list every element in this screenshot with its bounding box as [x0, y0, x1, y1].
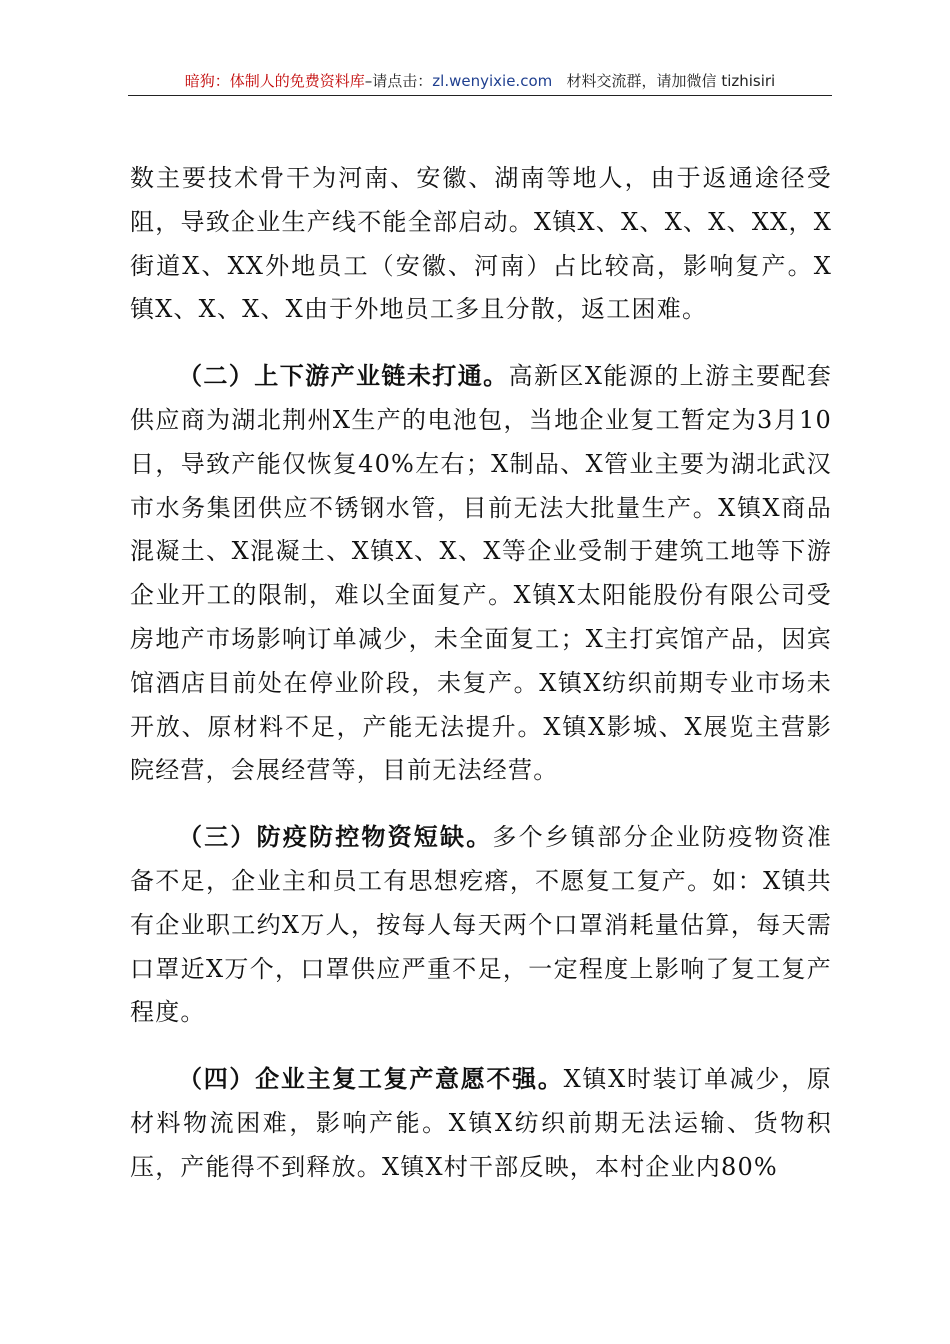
header-brand: 暗狗：体制人的免费资料库 [184, 72, 365, 90]
paragraph-1 [130, 157, 832, 332]
paragraph-1-body: 数主要技术骨干为河南、安徽、湖南等地人，由于返通途径受阻，导致企业生产线不能全部启动。X镇X、X、X、X、XX，X街道X、XX外地员工（安徽、河南）占比较高，影响复产。X镇X、X、X、X由于外地员工多且分散，返工困难。 [130, 164, 832, 324]
paragraph-2 [130, 354, 832, 793]
page-header [128, 66, 832, 96]
header-group-text: 材料交流群，请加微信 tizhisiri [566, 72, 776, 90]
paragraph-3-body: 多个乡镇部分企业防疫物资准备不足，企业主和员工有思想疙瘩，不愿复工复产。如：X镇共有企业职工约X万人，按每人每天两个口罩消耗量估算，每天需口罩近X万个，口罩供应严重不足，一定程度上影响了复工复产程度。 [130, 823, 832, 1027]
header-url-link[interactable]: zl.wenyixie.com [432, 72, 553, 90]
header-prompt: –请点击： [364, 72, 433, 90]
paragraph-4-body: X镇X时装订单减少，原材料物流困难，影响产能。X镇X纺织前期无法运输、货物积压，产能得不到释放。X镇X村干部反映，本村企业内80% [130, 1065, 832, 1181]
paragraph-2-heading: （二）上下游产业链未打通。 [178, 361, 509, 391]
paragraph-2-body: 高新区X能源的上游主要配套供应商为湖北荆州X生产的电池包，当地企业复工暂定为3月10日，导致产能仅恢复40%左右；X制品、X管业主要为湖北武汉市水务集团供应不锈钢水管，目前无法大批量生产。X镇X商品混凝土、X混凝土、X镇X、X、X等企业受制于建筑工地等下游企业开工的限制，难以全面复产。X镇X太阳能股份有限公司受房地产市场影响订单减少，未全面复工；X主打宾馆产品，因宾馆酒店目前处在停业阶段，未复产。X镇X纺织前期专业市场未开放、原材料不足，产能无法提升。X镇X影城、X展览主营影院经营，会展经营等，目前无法经营。 [130, 362, 833, 785]
document-body [130, 157, 832, 1212]
paragraph-3-heading: （三）防疫防控物资短缺。 [178, 822, 493, 852]
paragraph-3 [130, 815, 832, 1035]
paragraph-4-heading: （四）企业主复工复产意愿不强。 [178, 1064, 564, 1094]
paragraph-4 [130, 1057, 832, 1189]
header-divider [128, 95, 832, 96]
